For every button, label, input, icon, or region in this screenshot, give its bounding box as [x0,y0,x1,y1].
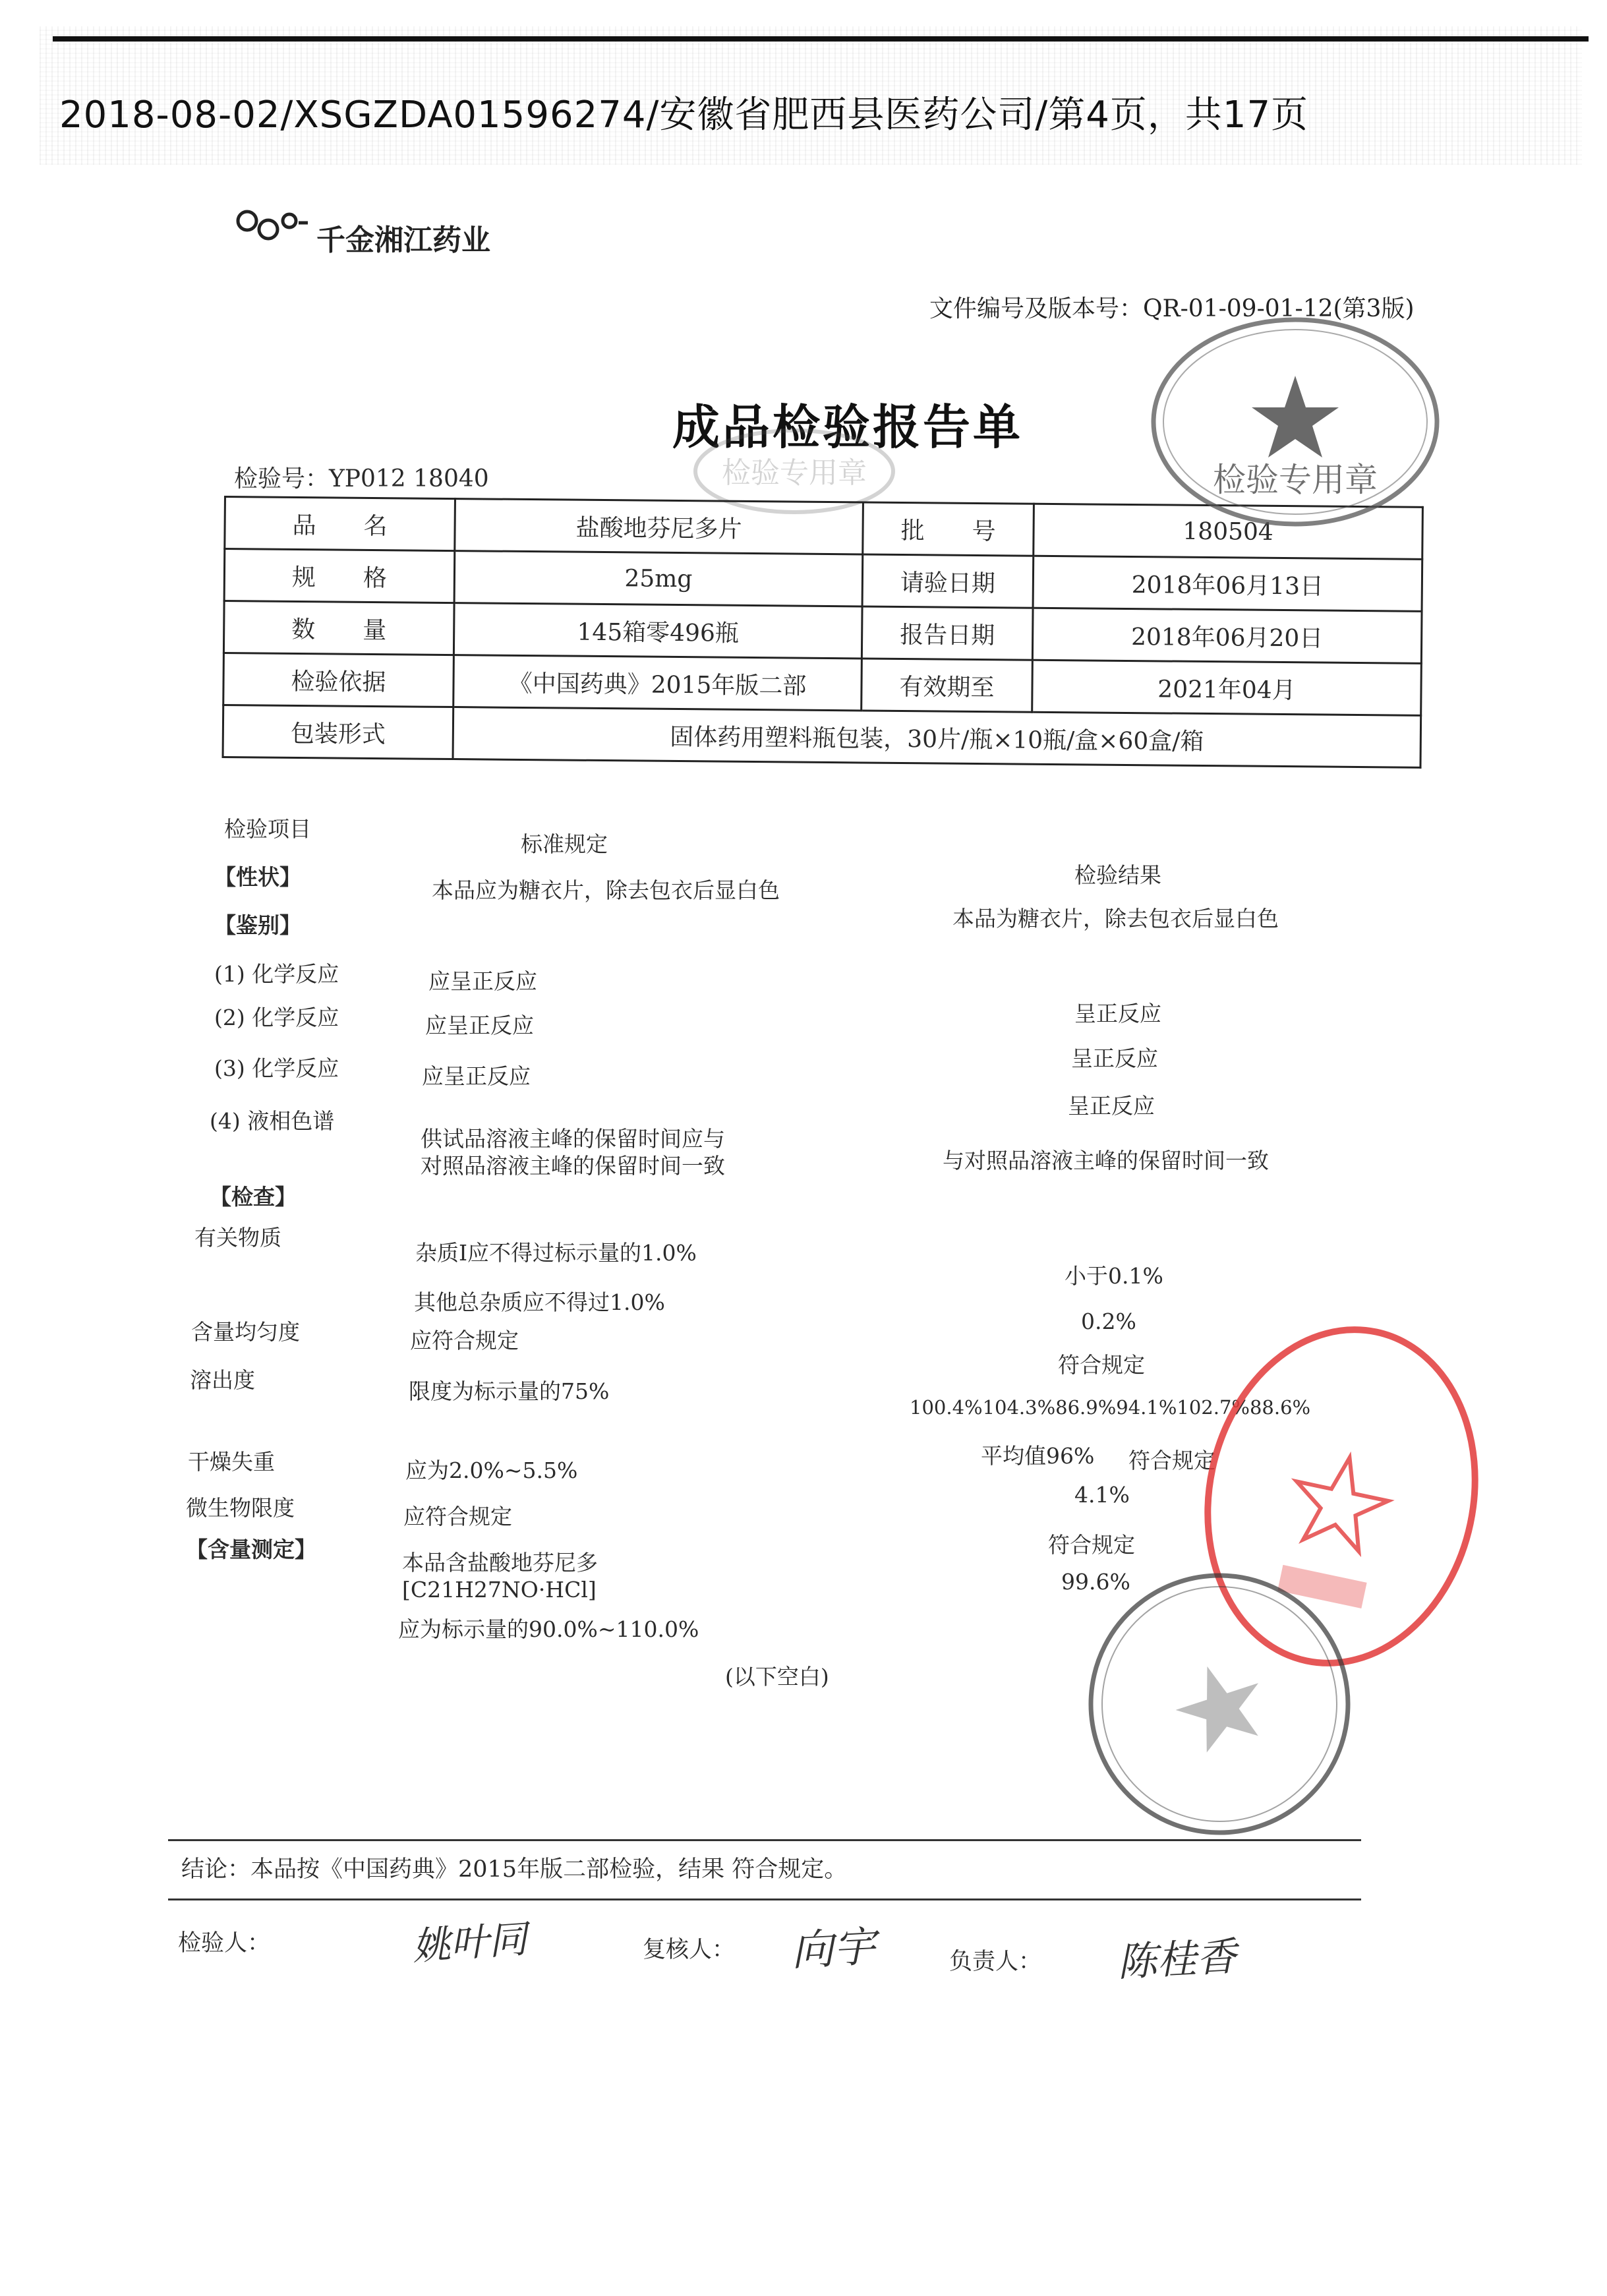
cell-value: 180504 [1034,504,1423,559]
product-info-table [222,496,1424,769]
uniformity-result: 符合规定 [1058,1352,1145,1378]
assay-standard-3: 应为标示量的90.0%~110.0% [398,1616,699,1642]
cell-label: 包装形式 [223,705,453,759]
doc-version: 文件编号及版本号：QR-01-09-01-12(第3版) [929,295,1415,322]
section-check: 【检查】 [210,1184,297,1210]
inspector-signature: 姚叶同 [411,1916,529,1969]
svg-text:检验专用章: 检验专用章 [722,456,867,490]
reviewer-signature: 向宇 [790,1922,877,1976]
cell-value: 2021年04月 [1032,660,1422,715]
col-standard: 标准规定 [521,831,608,857]
cell-label: 请验日期 [862,554,1034,608]
identify-4: (4) 液相色谱 [210,1108,335,1134]
inspection-number: 检验号：YP012 18040 [234,465,489,492]
identify-1: (1) 化学反应 [214,961,339,987]
uniformity-standard: 应符合规定 [410,1328,519,1353]
dissolution-standard: 限度为标示量的75% [409,1378,610,1404]
section-character: 【性状】 [214,864,301,890]
related-standard-1: 杂质Ⅰ应不得过标示量的1.0% [415,1240,697,1266]
related-result-2: 0.2% [1081,1309,1136,1334]
identify-3: (3) 化学反应 [214,1055,339,1081]
loss-standard: 应为2.0%~5.5% [405,1457,578,1483]
col-result: 检验结果 [1074,862,1161,888]
assay-standard-1: 本品含盐酸地芬尼多 [402,1550,598,1575]
scan-border [53,36,1589,42]
manager-label: 负责人： [949,1949,1042,1975]
cell-label: 报告日期 [862,606,1033,660]
company-name: 千金湘江药业 [316,223,490,257]
microbe-result: 符合规定 [1048,1532,1135,1558]
inspection-seal-text: 检验专用章 [1213,461,1378,499]
uniformity: 含量均匀度 [191,1319,300,1345]
cell-value: 145箱零496瓶 [453,603,862,659]
related-result-1: 小于0.1% [1065,1263,1163,1289]
character-result: 本品为糖衣片，除去包衣后显白色 [952,906,1279,931]
cell-value: 25mg [454,551,863,606]
section-assay: 【含量测定】 [186,1537,316,1562]
cell-value: 盐酸地芬尼多片 [455,499,863,554]
manager-signature: 陈桂香 [1116,1933,1237,1986]
scan-stamp-line: 2018-08-02/XSGZDA01596274/安徽省肥西县医药公司/第4页，共17页 [59,94,1309,136]
divider [168,1899,1361,1900]
identify-4-standard-2: 对照品溶液主峰的保留时间一致 [421,1153,725,1179]
cell-value: 固体药用塑料瓶包装，30片/瓶×10瓶/盒×60盒/箱 [453,707,1421,768]
dissolution: 溶出度 [190,1367,255,1393]
cell-value: 2018年06月20日 [1032,608,1422,663]
cell-label: 批 号 [863,502,1034,556]
reviewer-label: 复核人： [643,1937,736,1963]
identify-3-standard: 应呈正反应 [422,1063,531,1089]
identify-2: (2) 化学反应 [214,1005,339,1030]
loss-result: 4.1% [1074,1482,1130,1508]
col-item: 检验项目 [224,816,311,842]
inspector-label: 检验人： [178,1930,271,1957]
table-row [223,705,1421,768]
identify-4-result-a: 呈正反应 [1068,1093,1155,1119]
assay-result: 99.6% [1061,1569,1130,1595]
related-substances: 有关物质 [194,1225,281,1251]
cell-label: 品 名 [225,497,455,551]
identify-4-standard-1: 供试品溶液主峰的保留时间应与 [421,1126,725,1152]
identify-2-result: 呈正反应 [1074,1001,1161,1026]
cell-label: 检验依据 [223,653,454,707]
cell-value: 2018年06月13日 [1033,556,1422,611]
identify-4-result: 与对照品溶液主峰的保留时间一致 [943,1148,1269,1173]
inspection-seal-stamp [1144,310,1447,534]
cell-value: 《中国药典》2015年版二部 [453,655,862,711]
dissolution-result-3: 符合规定 [1128,1448,1215,1473]
blank-below-note: (以下空白) [725,1664,829,1690]
identify-1-standard: 应呈正反应 [428,968,537,994]
company-logo-icon [234,204,310,250]
character-standard: 本品应为糖衣片，除去包衣后显白色 [432,877,780,903]
section-identify: 【鉴别】 [214,912,301,938]
conclusion: 结论：本品按《中国药典》2015年版二部检验，结果 符合规定。 [181,1856,848,1883]
loss-on-drying: 干燥失重 [188,1449,275,1475]
dissolution-result-1: 100.4%104.3%86.9%94.1%102.7%88.6% [910,1396,1311,1419]
page-title: 成品检验报告单 [672,399,1024,455]
assay-formula: [C21H27NO·HCl] [402,1577,597,1603]
microbial-limit: 微生物限度 [186,1495,295,1521]
dissolution-result-2: 平均值96% [981,1443,1095,1469]
microbe-standard: 应符合规定 [403,1504,512,1529]
related-standard-2: 其他总杂质应不得过1.0% [414,1289,665,1315]
identify-3-result: 呈正反应 [1071,1045,1158,1071]
cell-label: 有效期至 [862,659,1033,712]
identify-2-standard: 应呈正反应 [425,1013,534,1038]
cell-label: 数 量 [223,601,454,655]
cell-label: 规 格 [224,549,455,603]
